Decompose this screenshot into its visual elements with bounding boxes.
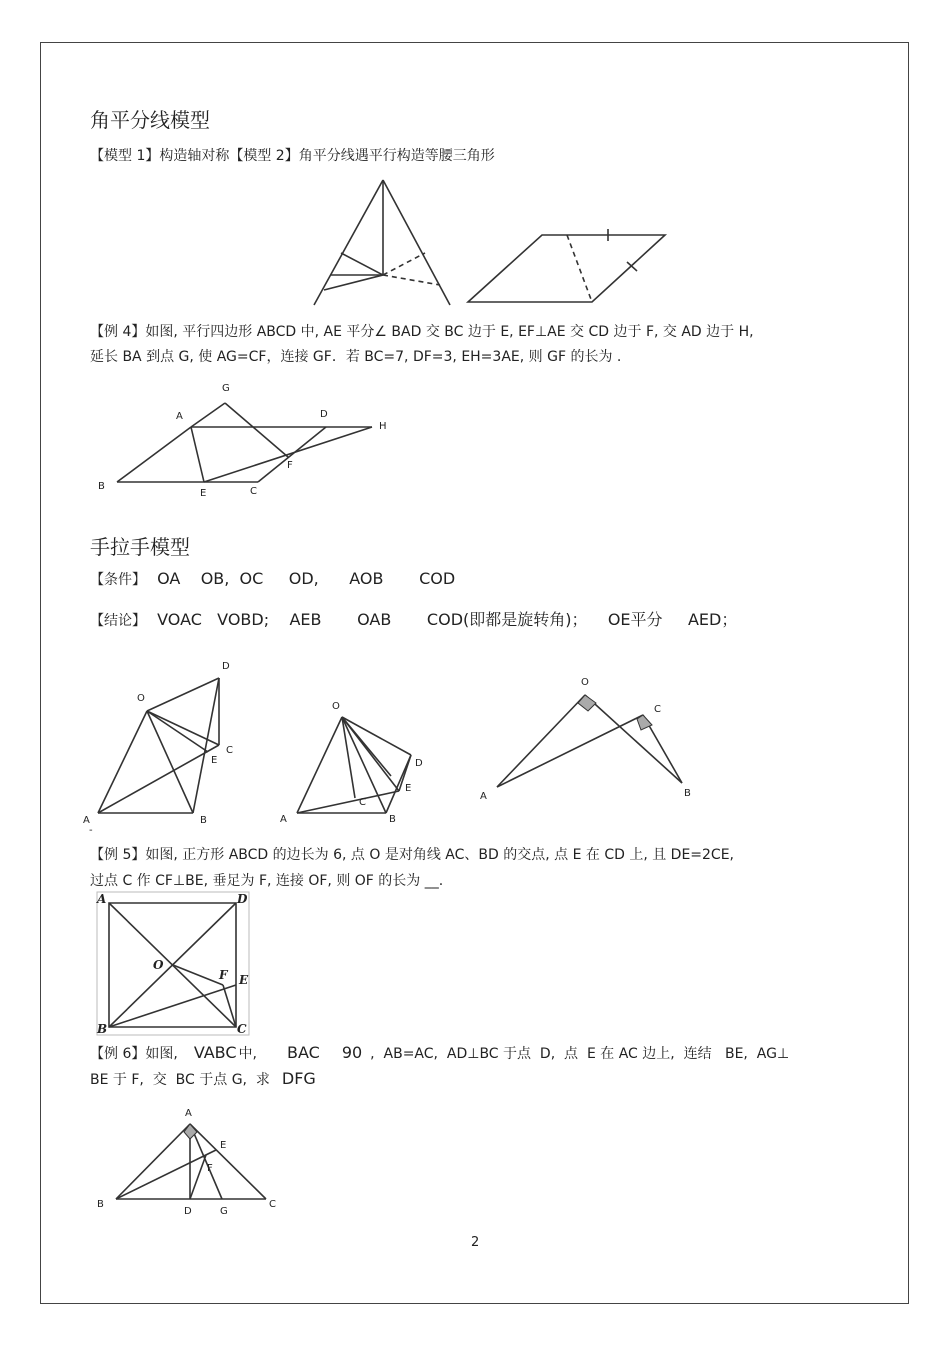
ex5-label-O: O (153, 958, 164, 972)
ex6-label-F: F (207, 1163, 213, 1174)
ex6-line2 (90, 1069, 316, 1089)
hand3-label-A: A (480, 791, 487, 802)
label-E: E (200, 488, 207, 499)
ex5-label-A: A (97, 892, 107, 906)
hand2-label-A: A (280, 814, 287, 825)
ex5-label-C: C (237, 1022, 247, 1036)
hand2-label-C: C (359, 797, 366, 808)
ex6-line1-c: 中, (238, 1046, 257, 1062)
ex6-line1-f: , AB=AC, AD⊥BC 于点 D, 点 E 在 AC 边上, 连结 BE, AG⊥ (370, 1046, 790, 1062)
ex6-label-D: D (184, 1206, 192, 1217)
hand-figure-1 (80, 655, 265, 835)
label-G: G (222, 383, 230, 394)
model2-figure (460, 225, 675, 310)
hand-figure-2 (275, 695, 435, 830)
ex6-line1-e: 90 (341, 1043, 363, 1062)
ex5-figure (95, 890, 255, 1040)
ex4-figure (90, 375, 400, 505)
ex6-label-C: C (269, 1199, 276, 1210)
ex4-line2: 延长 BA 到点 G, 使 AG=CF，连接 GF．若 BC=7, DF=3, EH=3AE, 则 GF 的长为 . (90, 349, 622, 365)
hand1-label-D: D (222, 661, 230, 672)
hand1-label-B: B (200, 815, 207, 826)
hand3-label-C: C (654, 704, 661, 715)
ex5-label-D: D (237, 892, 248, 906)
hand1-label-A: A (83, 815, 90, 826)
ex6-line1-b: VABC (193, 1043, 237, 1062)
ex6-line1-a: 【例 6】如图, (90, 1046, 178, 1062)
hand1-label-C: C (226, 745, 233, 756)
label-D: D (320, 409, 328, 420)
hand1-mark: - (89, 825, 93, 836)
model1-figure (300, 175, 460, 310)
hand2-label-B: B (389, 814, 396, 825)
ex5-label-E: E (239, 973, 249, 987)
ex5-label-F: F (219, 968, 228, 982)
hand2-label-D: D (415, 758, 423, 769)
ex5-line2: 过点 C 作 CF⊥BE, 垂足为 F, 连接 OF, 则 OF 的长为 __. (90, 873, 444, 889)
label-A: A (176, 411, 183, 422)
condition-text: OA OB, OC OD, AOB COD (157, 569, 456, 588)
model-description: 【模型 1】构造轴对称【模型 2】角平分线遇平行构造等腰三角形 (90, 148, 495, 164)
ex6-line2-a: BE 于 F, 交 BC 于点 G, 求 (90, 1072, 270, 1088)
section-title-hand-in-hand: 手拉手模型 (90, 535, 190, 559)
hand2-label-E: E (405, 783, 412, 794)
hand-figure-3 (475, 670, 705, 810)
conclusion-text: VOAC VOBD; AEB OAB COD(即都是旋转角)； OE平分 AED； (157, 610, 738, 629)
ex6-label-G: G (220, 1206, 228, 1217)
ex6-line1 (90, 1043, 789, 1063)
hand3-label-B: B (684, 788, 691, 799)
conclusion-label: 【结论】 (90, 613, 146, 629)
ex5-label-B: B (97, 1022, 108, 1036)
ex4-line1: 【例 4】如图, 平行四边形 ABCD 中, AE 平分∠ BAD 交 BC 边于 E, EF⊥AE 交 CD 边于 F, 交 AD 边于 H, (90, 324, 754, 340)
condition-label: 【条件】 (90, 572, 146, 588)
ex6-figure (90, 1103, 290, 1218)
ex6-label-A: A (185, 1108, 192, 1119)
hand3-label-O: O (581, 677, 589, 688)
ex6-label-E: E (220, 1140, 227, 1151)
hand1-label-O: O (137, 693, 145, 704)
label-B: B (98, 481, 105, 492)
label-C: C (250, 486, 257, 497)
ex6-label-B: B (97, 1199, 104, 1210)
hand2-label-O: O (332, 701, 340, 712)
condition-row (90, 569, 455, 589)
page-number: 2 (471, 1235, 480, 1250)
hand1-label-E: E (211, 755, 218, 766)
ex6-line1-d: BAC (287, 1043, 320, 1062)
conclusion-row (90, 607, 737, 630)
section-title-angle-bisector: 角平分线模型 (90, 108, 210, 132)
label-H: H (379, 421, 387, 432)
ex6-line2-b: DFG (281, 1069, 316, 1088)
ex5-line1: 【例 5】如图, 正方形 ABCD 的边长为 6, 点 O 是对角线 AC、BD 的交点, 点 E 在 CD 上, 且 DE=2CE, (90, 847, 735, 863)
label-F: F (287, 460, 293, 471)
